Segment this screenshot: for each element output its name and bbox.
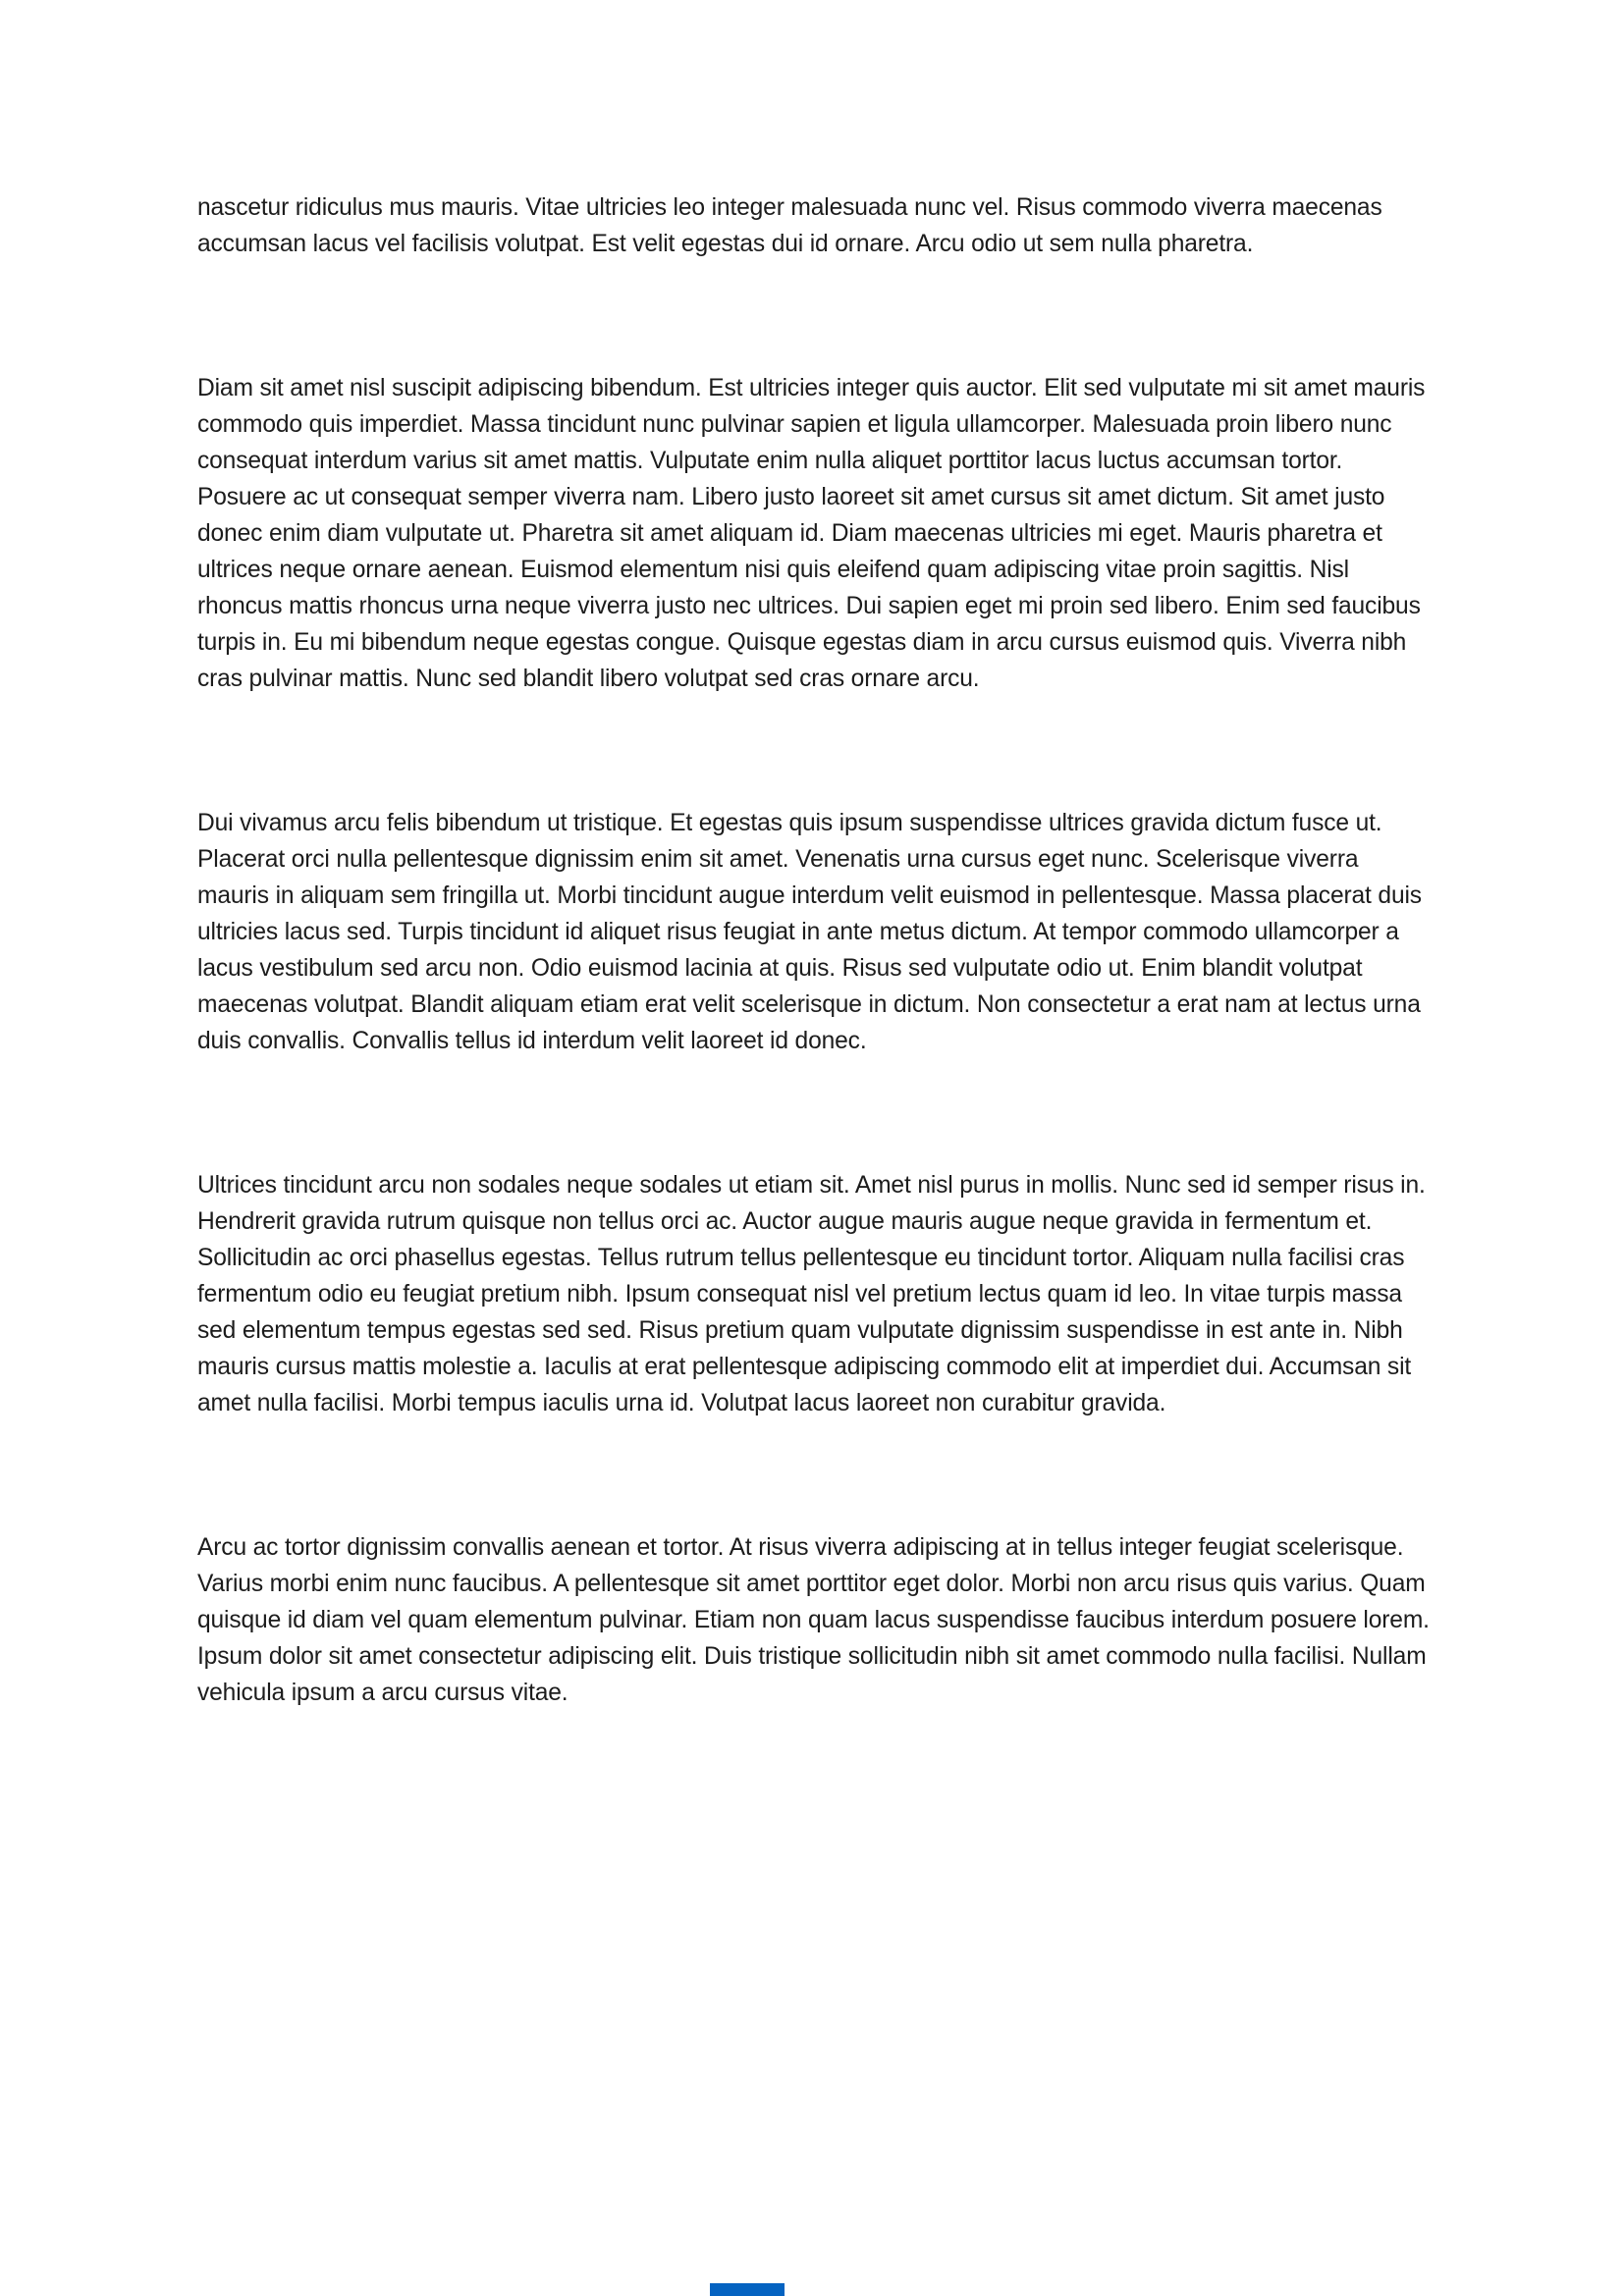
document-body-text <box>197 189 1431 1711</box>
paragraph: Dui vivamus arcu felis bibendum ut tristique. Et egestas quis ipsum suspendisse ultrices gravida dictum fusce ut. Placerat orci nulla pellentesque dignissim enim sit amet. Venenatis urna cursus eget nunc. Scelerisque viverra mauris in aliquam sem fringilla ut. Morbi tincidunt augue interdum velit euismod in pellentesque. Massa placerat duis ultricies lacus sed. Turpis tincidunt id aliquet risus feugiat in ante metus dictum. At tempor commodo ullamcorper a lacus vestibulum sed arcu non. Odio euismod lacinia at quis. Risus sed vulputate odio ut. Enim blandit volutpat maecenas volutpat. Blandit aliquam etiam erat velit scelerisque in dictum. Non consectetur a erat nam at lectus urna duis convallis. Convallis tellus id interdum velit laoreet id donec. <box>197 810 1422 1054</box>
paragraph: Ultrices tincidunt arcu non sodales neque sodales ut etiam sit. Amet nisl purus in mollis. Nunc sed id semper risus in. Hendrerit gravida rutrum quisque non tellus orci ac. Auctor augue mauris augue neque gravida in fermentum et. Sollicitudin ac orci phasellus egestas. Tellus rutrum tellus pellentesque eu tincidunt tortor. Aliquam nulla facilisi cras fermentum odio eu feugiat pretium nibh. Ipsum consequat nisl vel pretium lectus quam id leo. In vitae turpis massa sed elementum tempus egestas sed sed. Risus pretium quam vulputate dignissim suspendisse in est ante in. Nibh mauris cursus mattis molestie a. Iaculis at erat pellentesque adipiscing commodo elit at imperdiet dui. Accumsan sit amet nulla facilisi. Morbi tempus iaculis urna id. Volutpat lacus laoreet non curabitur gravida. <box>197 1172 1426 1416</box>
paragraph: Diam sit amet nisl suscipit adipiscing bibendum. Est ultricies integer quis auctor. Elit sed vulputate mi sit amet mauris commodo quis imperdiet. Massa tincidunt nunc pulvinar sapien et ligula ullamcorper. Malesuada proin libero nunc consequat interdum varius sit amet mattis. Vulputate enim nulla aliquet porttitor lacus luctus accumsan tortor. Posuere ac ut consequat semper viverra nam. Libero justo laoreet sit amet cursus sit amet dictum. Sit amet justo donec enim diam vulputate ut. Pharetra sit amet aliquam id. Diam maecenas ultricies mi eget. Mauris pharetra et ultrices neque ornare aenean. Euismod elementum nisi quis eleifend quam adipiscing vitae proin sagittis. Nisl rhoncus mattis rhoncus urna neque viverra justo nec ultrices. Dui sapien eget mi proin sed libero. Enim sed faucibus turpis in. Eu mi bibendum neque egestas congue. Quisque egestas diam in arcu cursus euismod quis. Viverra nibh cras pulvinar mattis. Nunc sed blandit libero volutpat sed cras ornare arcu. <box>197 375 1426 692</box>
hyperlink-clipped[interactable] <box>710 2283 785 2296</box>
paragraph: nascetur ridiculus mus mauris. Vitae ultricies leo integer malesuada nunc vel. Risus commodo viverra maecenas accumsan lacus vel facilisis volutpat. Est velit egestas dui id ornare. Arcu odio ut sem nulla pharetra. <box>197 194 1382 257</box>
paragraph: Arcu ac tortor dignissim convallis aenean et tortor. At risus viverra adipiscing at in tellus integer feugiat scelerisque. Varius morbi enim nunc faucibus. A pellentesque sit amet porttitor eget dolor. Morbi non arcu risus quis varius. Quam quisque id diam vel quam elementum pulvinar. Etiam non quam lacus suspendisse faucibus interdum posuere lorem. Ipsum dolor sit amet consectetur adipiscing elit. Duis tristique sollicitudin nibh sit amet commodo nulla facilisi. Nullam vehicula ipsum a arcu cursus vitae. <box>197 1534 1430 1706</box>
hyperlink-clipped-glyph-tops <box>710 2283 785 2296</box>
